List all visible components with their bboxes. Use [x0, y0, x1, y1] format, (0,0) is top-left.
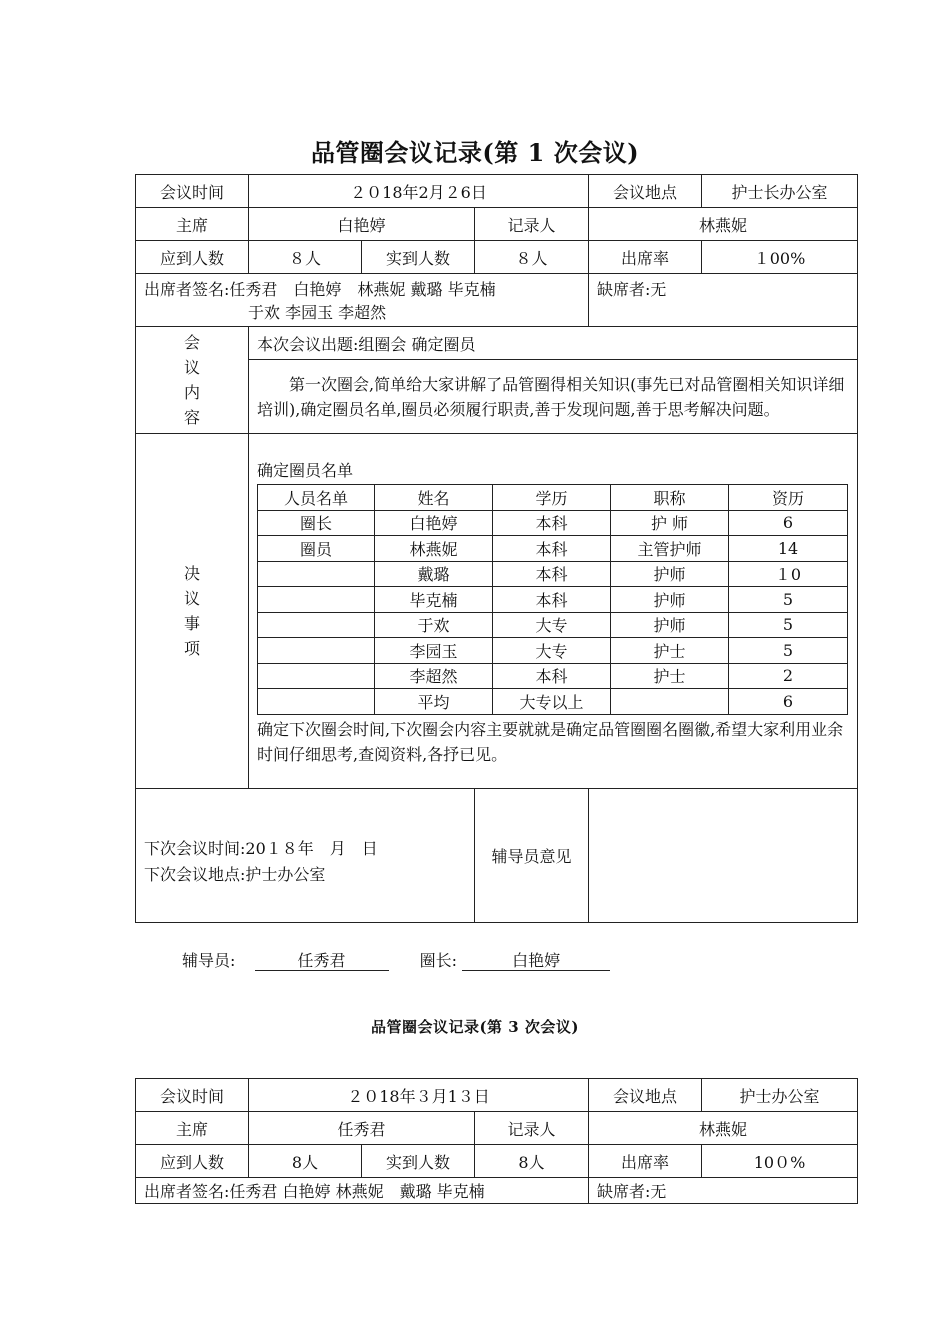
roster-header: 资历: [729, 485, 848, 511]
roster-title: 护士: [611, 638, 729, 664]
recorder-label: 记录人: [475, 208, 589, 241]
expected-value: 8人: [249, 1145, 362, 1178]
roster-header: 学历: [493, 485, 611, 511]
resolution-label-char: 事: [183, 614, 200, 633]
table-row: [258, 638, 848, 664]
advisor-label: 辅导员:: [182, 951, 236, 970]
next-meeting-place: 下次会议地点:护士办公室: [144, 864, 326, 884]
table-row: [258, 536, 848, 562]
roster-role: [258, 689, 375, 715]
absent-cell: 缺席者:无: [589, 274, 858, 327]
resolution-label-char: 项: [183, 639, 200, 658]
roster-years: 14: [729, 536, 848, 562]
roster-title: 主管护师: [611, 536, 729, 562]
roster-caption: 确定圈员名单: [257, 461, 354, 480]
roster-name: 李园玉: [375, 638, 493, 664]
table-row: [258, 612, 848, 638]
time-label: 会议时间: [136, 1079, 249, 1112]
roster-years: 2: [729, 663, 848, 689]
roster-role: 圈长: [258, 510, 375, 536]
content-label-char: 容: [183, 408, 200, 427]
recorder-value: 林燕妮: [589, 1112, 858, 1145]
table-row: [258, 510, 848, 536]
roster-name: 于欢: [375, 612, 493, 638]
next-meeting-cell: [136, 789, 475, 923]
time-label: 会议时间: [136, 175, 249, 208]
roster-role: [258, 612, 375, 638]
leader-name: 白艳婷: [462, 948, 610, 971]
roster-education: 本科: [493, 536, 611, 562]
time-value: ２０18年３月1３日: [249, 1079, 589, 1112]
expected-label: 应到人数: [136, 241, 249, 274]
roster-role: [258, 663, 375, 689]
roster-title: 护士: [611, 663, 729, 689]
actual-value: ８人: [475, 241, 589, 274]
content-label-char: 内: [183, 383, 200, 402]
roster-education: 大专: [493, 638, 611, 664]
roster-header: 职称: [611, 485, 729, 511]
signature-line: [182, 948, 610, 971]
time-value: ２０18年2月２6日: [249, 175, 589, 208]
roster-education: 本科: [493, 663, 611, 689]
leader-label: 圈长:: [419, 951, 457, 970]
place-value: 护士长办公室: [702, 175, 858, 208]
actual-label: 实到人数: [362, 241, 475, 274]
roster-role: [258, 638, 375, 664]
advisor-name: 任秀君: [255, 948, 389, 971]
roster-title: 护 师: [611, 510, 729, 536]
expected-label: 应到人数: [136, 1145, 249, 1178]
meeting-1-title: 品管圈会议记录(第 1 次会议): [310, 138, 640, 167]
roster-name: 毕克楠: [375, 587, 493, 613]
table-row: [258, 689, 848, 715]
attendees-cell: [136, 274, 589, 327]
content-label-char: 议: [183, 358, 200, 377]
next-meeting-text: 确定下次圈会时间,下次圈会内容主要就就是确定品管圈圈名圈徽,希望大家利用业余时间仔细思考,查阅资料,各抒已见。: [257, 719, 844, 764]
actual-label: 实到人数: [362, 1145, 475, 1178]
roster-role: [258, 587, 375, 613]
roster-years: 5: [729, 638, 848, 664]
roster-years: 6: [729, 689, 848, 715]
recorder-label: 记录人: [475, 1112, 589, 1145]
table-row: [258, 587, 848, 613]
resolution-label: [136, 434, 249, 789]
roster-years: １0: [729, 561, 848, 587]
resolution-label-char: 议: [183, 589, 200, 608]
attendees-line-2: 于欢 李园玉 李超然: [248, 303, 387, 322]
roster-years: 5: [729, 587, 848, 613]
content-label: [136, 327, 249, 434]
place-value: 护士办公室: [702, 1079, 858, 1112]
advisor-opinion-value: [589, 789, 858, 923]
rate-label: 出席率: [589, 1145, 702, 1178]
rate-value: １00%: [702, 241, 858, 274]
actual-value: 8人: [475, 1145, 589, 1178]
roster-years: 5: [729, 612, 848, 638]
chair-label: 主席: [136, 208, 249, 241]
attendees-cell: 出席者签名:任秀君 白艳婷 林燕妮 戴璐 毕克楠: [136, 1178, 589, 1204]
table-row: [258, 663, 848, 689]
place-label: 会议地点: [589, 175, 702, 208]
roster-table: [257, 484, 848, 715]
advisor-opinion-label: 辅导员意见: [475, 789, 589, 923]
attendees-line-1: 出席者签名:任秀君 白艳婷 林燕妮 戴璐 毕克楠: [144, 280, 496, 299]
roster-name: 白艳婷: [375, 510, 493, 536]
meeting-3-title: 品管圈会议记录(第 3 次会议): [370, 1018, 580, 1036]
roster-title: 护师: [611, 587, 729, 613]
roster-title: [611, 689, 729, 715]
roster-header-row: [258, 485, 848, 511]
roster-name: 戴璐: [375, 561, 493, 587]
next-meeting-time: 下次会议时间:20１８年 月 日: [144, 838, 378, 858]
roster-education: 本科: [493, 587, 611, 613]
expected-value: ８人: [249, 241, 362, 274]
roster-name: 平均: [375, 689, 493, 715]
roster-role: [258, 561, 375, 587]
meeting-content-text: 第一次圈会,简单给大家讲解了品管圈得相关知识(事先已对品管圈相关知识详细培训),确定圈员名单,圈员必须履行职责,善于发现问题,善于思考解决问题。: [249, 360, 858, 434]
rate-label: 出席率: [589, 241, 702, 274]
chair-value: 任秀君: [249, 1112, 475, 1145]
roster-role: 圈员: [258, 536, 375, 562]
roster-title: 护师: [611, 561, 729, 587]
resolution-label-char: 决: [183, 564, 200, 583]
table-row: [258, 561, 848, 587]
roster-name: 林燕妮: [375, 536, 493, 562]
chair-value: 白艳婷: [249, 208, 475, 241]
roster-title: 护师: [611, 612, 729, 638]
roster-years: 6: [729, 510, 848, 536]
recorder-value: 林燕妮: [589, 208, 858, 241]
roster-header: 人员名单: [258, 485, 375, 511]
chair-label: 主席: [136, 1112, 249, 1145]
roster-header: 姓名: [375, 485, 493, 511]
roster-name: 李超然: [375, 663, 493, 689]
meeting-3-record-table: [135, 1078, 858, 1204]
place-label: 会议地点: [589, 1079, 702, 1112]
roster-education: 大专以上: [493, 689, 611, 715]
roster-education: 本科: [493, 510, 611, 536]
rate-value: 10０%: [702, 1145, 858, 1178]
content-label-char: 会: [183, 333, 200, 352]
roster-education: 本科: [493, 561, 611, 587]
absent-cell: 缺席者:无: [589, 1178, 858, 1204]
roster-education: 大专: [493, 612, 611, 638]
resolution-cell: [249, 434, 858, 789]
meeting-1-record-table: [135, 174, 858, 923]
meeting-topic: 本次会议出题:组圈会 确定圈员: [249, 327, 858, 360]
